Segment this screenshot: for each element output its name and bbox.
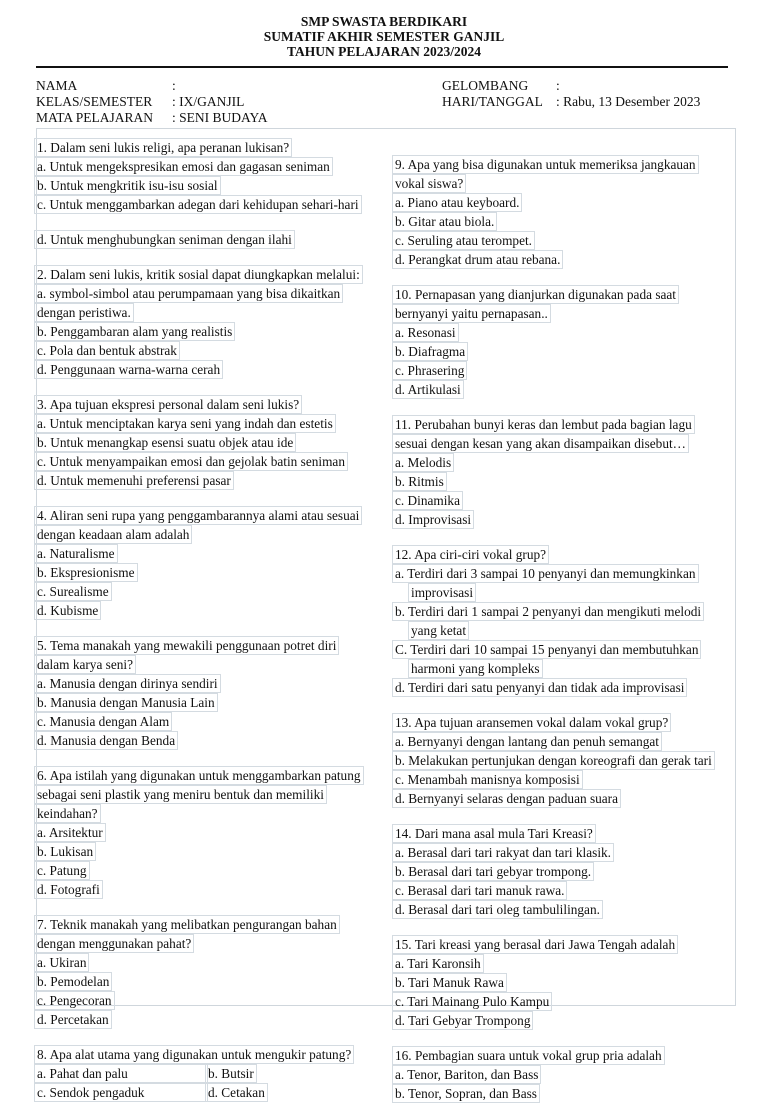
question-11 <box>395 415 730 529</box>
header-divider <box>36 66 728 68</box>
question-text: 15. Tari kreasi yang berasal dari Jawa Tengah adalah <box>392 935 678 954</box>
question-text-cont: bernyanyi yaitu pernapasan.. <box>392 304 551 323</box>
question-text: 3. Apa tujuan ekspresi personal dalam seni lukis? <box>34 395 302 414</box>
option-c[interactable]: c. Patung <box>34 861 90 880</box>
option-c[interactable]: c. Untuk menyampaikan emosi dan gejolak batin seniman <box>34 452 348 471</box>
question-14 <box>395 824 730 919</box>
option-b[interactable]: b. Pemodelan <box>34 972 112 991</box>
question-text: 12. Apa ciri-ciri vokal grup? <box>392 545 549 564</box>
gelombang-value[interactable]: : <box>556 78 560 93</box>
option-b[interactable]: b. Untuk menangkap esensi suatu objek atau ide <box>34 433 296 452</box>
option-b[interactable]: b. Melakukan pertunjukan dengan koreografi dan gerak tari <box>392 751 715 770</box>
option-d[interactable]: d. Untuk memenuhi preferensi pasar <box>34 471 234 490</box>
question-2 <box>37 265 382 379</box>
question-7 <box>37 915 382 1029</box>
question-8 <box>37 1045 382 1102</box>
option-d[interactable]: d. Berasal dari tari oleg tambulilingan. <box>392 900 603 919</box>
option-b[interactable]: b. Penggambaran alam yang realistis <box>34 322 235 341</box>
option-a[interactable]: a. Manusia dengan dirinya sendiri <box>34 674 221 693</box>
question-4 <box>37 506 382 620</box>
option-b[interactable]: b. Untuk mengkritik isu-isu sosial <box>34 176 221 195</box>
option-a-cont[interactable]: dengan peristiwa. <box>34 303 134 322</box>
question-text: 2. Dalam seni lukis, kritik sosial dapat diungkapkan melalui: <box>34 265 363 284</box>
question-text-cont: sebagai seni plastik yang meniru bentuk dan memiliki <box>34 785 327 804</box>
question-text: 11. Perubahan bunyi keras dan lembut pada bagian lagu <box>392 415 695 434</box>
exam-title: SUMATIF AKHIR SEMESTER GANJIL <box>263 29 505 44</box>
gelombang-label: GELOMBANG <box>442 78 529 93</box>
question-text: 10. Pernapasan yang dianjurkan digunakan pada saat <box>392 285 679 304</box>
option-c[interactable]: c. Seruling atau terompet. <box>392 231 535 250</box>
option-c[interactable]: c. Sendok pengaduk <box>34 1083 208 1102</box>
option-a[interactable]: a. Resonasi <box>392 323 459 342</box>
question-12 <box>395 545 730 697</box>
question-13 <box>395 713 730 808</box>
option-d[interactable]: d. Terdiri dari satu penyanyi dan tidak ada improvisasi <box>392 678 687 697</box>
option-c[interactable]: c. Phrasering <box>392 361 467 380</box>
option-d[interactable]: d. Penggunaan warna-warna cerah <box>34 360 223 379</box>
option-a[interactable]: a. Untuk menciptakan karya seni yang indah dan estetis <box>34 414 336 433</box>
option-d[interactable]: d. Untuk menghubungkan seniman dengan ilahi <box>34 230 295 249</box>
option-c-cont[interactable]: harmoni yang kompleks <box>408 659 543 678</box>
option-a[interactable]: a. Bernyanyi dengan lantang dan penuh semangat <box>392 732 662 751</box>
question-text-cont: keindahan? <box>34 804 101 823</box>
mapel-label: MATA PELAJARAN <box>36 110 154 125</box>
option-b[interactable]: b. Manusia dengan Manusia Lain <box>34 693 218 712</box>
option-b[interactable]: b. Gitar atau biola. <box>392 212 497 231</box>
question-text: 9. Apa yang bisa digunakan untuk memeriksa jangkauan <box>392 155 699 174</box>
option-b[interactable]: b. Tari Manuk Rawa <box>392 973 507 992</box>
option-c[interactable]: c. Berasal dari tari manuk rawa. <box>392 881 567 900</box>
option-d[interactable]: d. Tari Gebyar Trompong <box>392 1011 533 1030</box>
option-a[interactable]: a. Terdiri dari 3 sampai 10 penyanyi dan memungkinkan <box>392 564 699 583</box>
question-text-cont: sesuai dengan kesan yang akan disampaikan disebut… <box>392 434 689 453</box>
right-column <box>395 155 730 1103</box>
question-text: 4. Aliran seni rupa yang penggambarannya alami atau sesuai <box>34 506 362 525</box>
question-text: 13. Apa tujuan aransemen vokal dalam vokal grup? <box>392 713 671 732</box>
option-a[interactable]: a. Untuk mengekspresikan emosi dan gagasan seniman <box>34 157 333 176</box>
question-text-cont: dalam karya seni? <box>34 655 136 674</box>
option-a[interactable]: a. Tenor, Bariton, dan Bass <box>392 1065 541 1084</box>
academic-year: TAHUN PELAJARAN 2023/2024 <box>286 44 481 59</box>
kelas-label: KELAS/SEMESTER <box>36 94 153 109</box>
option-d[interactable]: d. Cetakan <box>205 1083 268 1102</box>
left-column <box>37 138 382 1102</box>
mapel-value: : SENI BUDAYA <box>172 110 268 125</box>
question-6 <box>37 766 382 899</box>
option-b-cont[interactable]: yang ketat <box>408 621 469 640</box>
hari-value: : Rabu, 13 Desember 2023 <box>556 94 701 109</box>
question-text: 6. Apa istilah yang digunakan untuk menggambarkan patung <box>34 766 364 785</box>
question-text: 1. Dalam seni lukis religi, apa peranan lukisan? <box>34 138 292 157</box>
option-c[interactable]: c. Tari Mainang Pulo Kampu <box>392 992 552 1011</box>
question-text: 7. Teknik manakah yang melibatkan pengurangan bahan <box>34 915 340 934</box>
question-text-cont: dengan keadaan alam adalah <box>34 525 192 544</box>
kelas-value: : IX/GANJIL <box>172 94 245 109</box>
option-a[interactable]: a. Naturalisme <box>34 544 118 563</box>
option-a[interactable]: a. Piano atau keyboard. <box>392 193 522 212</box>
option-c[interactable]: c. Surealisme <box>34 582 112 601</box>
option-b[interactable]: b. Tenor, Sopran, dan Bass <box>392 1084 540 1103</box>
option-b[interactable]: b. Ekspresionisme <box>34 563 138 582</box>
option-a[interactable]: a. Pahat dan palu <box>34 1064 208 1083</box>
option-c[interactable]: c. Pengecoran <box>34 991 115 1010</box>
option-a[interactable]: a. Arsitektur <box>34 823 106 842</box>
question-text: 16. Pembagian suara untuk vokal grup pria adalah <box>392 1046 665 1065</box>
option-b[interactable]: b. Butsir <box>205 1064 257 1083</box>
option-c[interactable]: C. Terdiri dari 10 sampai 15 penyanyi dan membutuhkan <box>392 640 701 659</box>
option-a[interactable]: a. Melodis <box>392 453 454 472</box>
question-9 <box>395 155 730 269</box>
option-a[interactable]: a. Berasal dari tari rakyat dan tari klasik. <box>392 843 614 862</box>
hari-label: HARI/TANGGAL <box>442 94 543 109</box>
option-d[interactable]: d. Artikulasi <box>392 380 464 399</box>
option-d[interactable]: d. Manusia dengan Benda <box>34 731 178 750</box>
option-b[interactable]: b. Ritmis <box>392 472 447 491</box>
option-c[interactable]: c. Menambah manisnya komposisi <box>392 770 583 789</box>
question-text: 5. Tema manakah yang mewakili penggunaan potret diri <box>34 636 339 655</box>
school-name: SMP SWASTA BERDIKARI <box>300 14 468 29</box>
nama-label: NAMA <box>36 78 78 93</box>
question-3 <box>37 395 382 490</box>
question-10 <box>395 285 730 399</box>
option-d[interactable]: d. Improvisasi <box>392 510 474 529</box>
option-a[interactable]: a. Tari Karonsih <box>392 954 484 973</box>
option-d[interactable]: d. Percetakan <box>34 1010 112 1029</box>
option-b[interactable]: b. Berasal dari tari gebyar trompong. <box>392 862 594 881</box>
option-a[interactable]: a. symbol-simbol atau perumpamaan yang bisa dikaitkan <box>34 284 343 303</box>
question-1 <box>37 138 382 249</box>
option-d[interactable]: d. Fotografi <box>34 880 103 899</box>
question-16 <box>395 1046 730 1103</box>
option-c[interactable]: c. Pola dan bentuk abstrak <box>34 341 180 360</box>
option-c[interactable]: c. Manusia dengan Alam <box>34 712 172 731</box>
question-text-cont: dengan menggunakan pahat? <box>34 934 194 953</box>
question-text: 14. Dari mana asal mula Tari Kreasi? <box>392 824 596 843</box>
option-c[interactable]: c. Untuk menggambarkan adegan dari kehidupan sehari-hari <box>34 195 362 214</box>
question-5 <box>37 636 382 750</box>
option-a[interactable]: a. Ukiran <box>34 953 89 972</box>
option-b[interactable]: b. Lukisan <box>34 842 96 861</box>
nama-value[interactable]: : <box>172 78 176 93</box>
option-b[interactable]: b. Diafragma <box>392 342 468 361</box>
question-text: 8. Apa alat utama yang digunakan untuk mengukir patung? <box>34 1045 354 1064</box>
option-c[interactable]: c. Dinamika <box>392 491 463 510</box>
question-15 <box>395 935 730 1030</box>
question-text-cont: vokal siswa? <box>392 174 466 193</box>
option-d[interactable]: d. Perangkat drum atau rebana. <box>392 250 563 269</box>
option-a-cont[interactable]: improvisasi <box>408 583 476 602</box>
option-d[interactable]: d. Bernyanyi selaras dengan paduan suara <box>392 789 621 808</box>
option-d[interactable]: d. Kubisme <box>34 601 101 620</box>
option-b[interactable]: b. Terdiri dari 1 sampai 2 penyanyi dan mengikuti melodi <box>392 602 704 621</box>
